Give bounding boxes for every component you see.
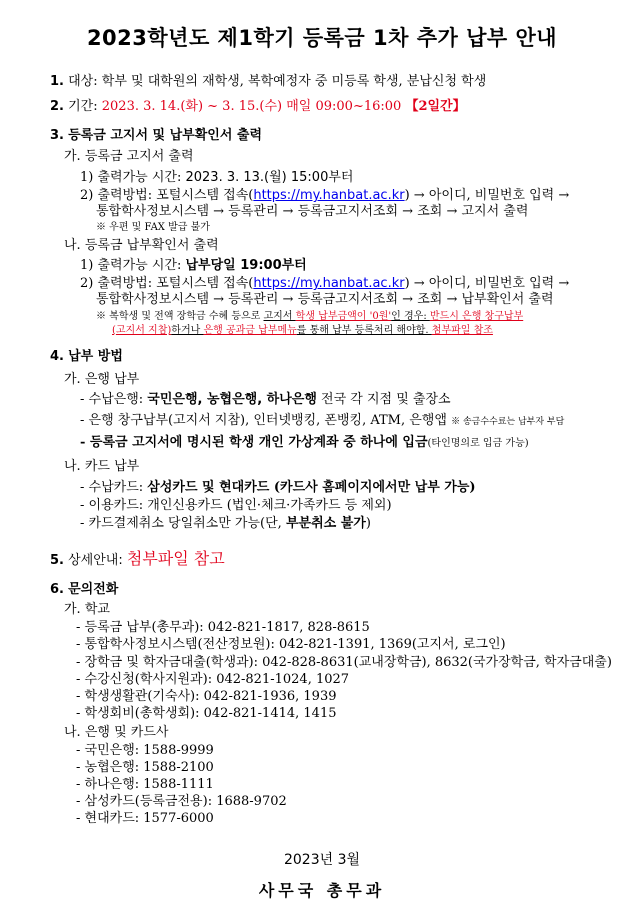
card-names: 삼성카드 및 현대카드 (카드사 홈페이지에서만 납부 가능): [147, 480, 476, 495]
subsection-3a-label: 가. 등록금 고지서 출력: [64, 149, 194, 164]
list-item: - 삼성카드(등록금전용): 1688-9702: [76, 794, 287, 809]
print-time-value: 2023. 3. 13.(월) 15:00부터: [185, 170, 354, 185]
subsection-4b-item-3: - 카드결제취소 당일취소만 가능(단, 부분취소 불가): [80, 516, 371, 531]
section-number: 6.: [50, 582, 64, 597]
section-label: 대상:: [68, 74, 98, 89]
section-label: 등록금 고지서 및 납부확인서 출력: [68, 128, 263, 143]
subsection-4a-label: 가. 은행 납부: [64, 372, 140, 387]
section-number: 4.: [50, 349, 64, 364]
section-number: 1.: [50, 74, 64, 89]
list-item: - 국민은행: 1588-9999: [76, 743, 214, 758]
subsection-6b-label: 나. 은행 및 카드사: [64, 725, 169, 740]
section-label: 문의전화: [68, 582, 119, 597]
subsection-3a-item-2-cont: 통합학사정보시스템 → 등록관리 → 등록금고지서조회 → 조회 → 고지서 출력: [96, 204, 529, 219]
list-item: - 통합학사정보시스템(전산정보원): 042-821-1391, 1369(고지서, 로그인): [76, 637, 506, 652]
list-item: - 장학금 및 학자금대출(학생과): 042-828-8631(교내장학금), 8632(국가장학금, 학자금대출): [76, 655, 612, 670]
period-value: 2023. 3. 14.(화) ~ 3. 15.(수) 매일 09:00~16:00: [101, 99, 402, 114]
list-item: - 농협은행: 1588-2100: [76, 760, 214, 775]
subsection-4b-label: 나. 카드 납부: [64, 459, 140, 474]
subsection-4a-item-1: - 수납은행: 국민은행, 농협은행, 하나은행 전국 각 지점 및 출장소: [80, 392, 451, 407]
section-number: 3.: [50, 128, 64, 143]
subsection-4a-item-2: - 은행 창구납부(고지서 지참), 인터넷뱅킹, 폰뱅킹, ATM, 은행앱 ※ 송금수수료는 납부자 부담: [80, 413, 565, 428]
portal-link[interactable]: https://my.hanbat.ac.kr: [253, 276, 405, 291]
subsection-4b-item-1: - 수납카드: 삼성카드 및 현대카드 (카드사 홈페이지에서만 납부 가능): [80, 480, 476, 495]
subsection-6a-label: 가. 학교: [64, 602, 110, 617]
list-item: - 현대카드: 1577-6000: [76, 811, 214, 826]
list-item: - 하나은행: 1588-1111: [76, 777, 214, 792]
subsection-3a-item-2: 2) 출력방법: 포털시스템 접속(https://my.hanbat.ac.kr) → 아이디, 비밀번호 입력 →: [80, 188, 570, 203]
subsection-3b-item-2: 2) 출력방법: 포털시스템 접속(https://my.hanbat.ac.kr) → 아이디, 비밀번호 입력 →: [80, 276, 570, 291]
section-4-header: [50, 349, 123, 365]
subsection-3a-note: ※ 우편 및 FAX 발급 불가: [96, 222, 210, 233]
subsection-3b-note: ※ 복학생 및 전액 장학금 수혜 등으로 고지서 학생 납부금액이 '0원'인 경우: 반드시 은행 창구납부: [96, 311, 524, 322]
section-1-target: [50, 74, 486, 90]
list-item: - 학생생활관(기숙사): 042-821-1936, 1939: [76, 689, 337, 704]
section-label: 상세안내:: [68, 553, 123, 568]
subsection-3b-note-cont: (고지서 지참)하거나 은행 공과금 납부메뉴를 통해 납부 등록처리 해야함. 첨부파일 참조: [112, 325, 493, 336]
receipt-time-value: 납부당일 19:00부터: [185, 258, 307, 273]
subsection-3a-item-1: 1) 출력가능 시간: 2023. 3. 13.(월) 15:00부터: [80, 170, 354, 185]
deposit-note: (타인명의로 입금 가능): [427, 438, 529, 449]
subsection-3b-label: 나. 등록금 납부확인서 출력: [64, 238, 219, 253]
bank-names: 국민은행, 농협은행, 하나은행: [147, 392, 317, 407]
section-5-detail: [50, 549, 225, 571]
list-item: - 학생회비(총학생회): 042-821-1414, 1415: [76, 706, 337, 721]
section-3-header: [50, 128, 262, 144]
target-text: 학부 및 대학원의 재학생, 복학예정자 중 미등록 학생, 분납신청 학생: [101, 74, 487, 89]
issuer-signature: 사무국 총무과: [258, 881, 386, 900]
attachment-reference: 첨부파일 참고: [126, 549, 225, 568]
list-item: - 수강신청(학사지원과): 042-821-1024, 1027: [76, 672, 350, 687]
section-6-header: [50, 582, 118, 598]
subsection-3b-item-1: 1) 출력가능 시간: 납부당일 19:00부터: [80, 258, 307, 273]
issue-date: 2023년 3월: [283, 852, 361, 868]
section-2-period: [50, 99, 466, 115]
page-title: 2023학년도 제1학기 등록금 1차 추가 납부 안내: [86, 26, 558, 50]
section-number: 5.: [50, 553, 64, 568]
subsection-3b-item-2-cont: 통합학사정보시스템 → 등록관리 → 등록금고지서조회 → 조회 → 납부확인서 출력: [96, 292, 554, 307]
period-days: 【2일간】: [405, 99, 466, 114]
section-label: 기간:: [68, 99, 98, 114]
subsection-4a-item-3: - 등록금 고지서에 명시된 학생 개인 가상계좌 중 하나에 입금(타인명의로 입금 가능): [80, 435, 529, 450]
subsection-4b-item-2: - 이용카드: 개인신용카드 (법인·체크·가족카드 등 제외): [80, 498, 392, 513]
section-label: 납부 방법: [68, 349, 123, 364]
portal-link[interactable]: https://my.hanbat.ac.kr: [253, 188, 405, 203]
list-item: - 등록금 납부(총무과): 042-821-1817, 828-8615: [76, 620, 370, 635]
fee-note: ※ 송금수수료는 납부자 부담: [451, 417, 565, 427]
section-number: 2.: [50, 99, 64, 114]
